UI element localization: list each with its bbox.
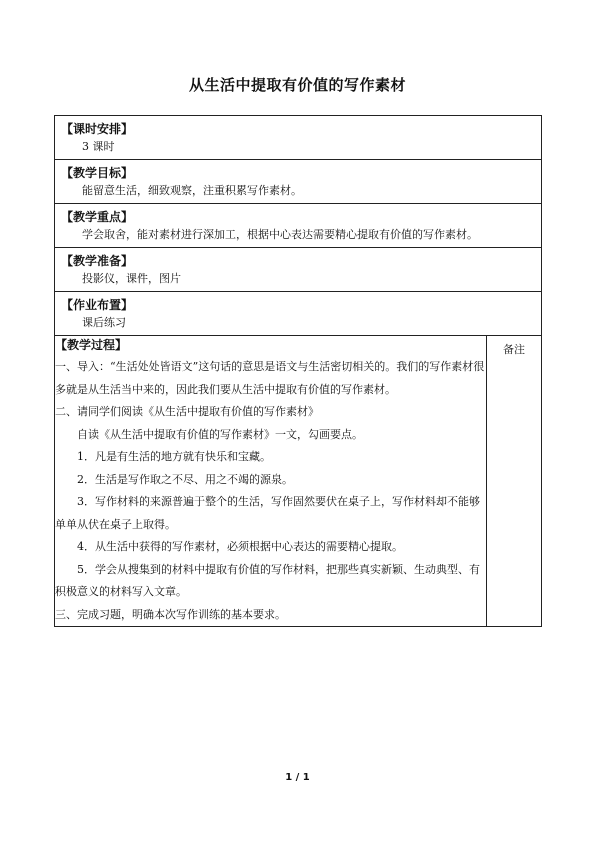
process-heading: 【教学过程】 xyxy=(55,338,128,352)
section-heading: 【教学目标】 xyxy=(61,166,134,180)
section-objectives xyxy=(55,160,542,204)
process-paragraph: 一、导入：“生活处处皆语文”这句话的意思是语文与生活密切相关的。我们的写作素材很多就是从生活当中来的，因此我们要从生活中提取有价值的写作素材。 xyxy=(55,360,485,396)
notes-label: 备注 xyxy=(503,343,525,356)
section-heading: 【课时安排】 xyxy=(61,122,134,136)
process-paragraph: 5．学会从搜集到的材料中提取有价值的写作材料，把那些真实新颖、生动典型、有积极意义的材料写入文章。 xyxy=(55,562,480,598)
section-heading: 【教学准备】 xyxy=(61,254,134,268)
process-paragraph: 2．生活是写作取之不尽、用之不竭的源泉。 xyxy=(77,472,293,486)
section-preparation xyxy=(55,248,542,292)
section-key-points xyxy=(55,204,542,248)
process-paragraph: 三、完成习题，明确本次写作训练的基本要求。 xyxy=(55,607,286,621)
process-paragraph: 二、请同学们阅读《从生活中提取有价值的写作素材》 xyxy=(55,405,319,418)
page-number: 1 / 1 xyxy=(285,772,310,783)
section-body: 课后练习 xyxy=(82,316,126,329)
section-body: 能留意生活，细致观察，注重积累写作素材。 xyxy=(82,184,302,197)
process-paragraph: 4．从生活中获得的写作素材，必须根据中心表达的需要精心提取。 xyxy=(77,540,403,553)
section-schedule xyxy=(55,116,542,160)
section-body: 学会取舍，能对素材进行深加工，根据中心表达需要精心提取有价值的写作素材。 xyxy=(82,228,478,241)
process-cell xyxy=(55,336,487,627)
section-body: 投影仪，课件，图片 xyxy=(82,272,181,285)
process-paragraph: 1．凡是有生活的地方就有快乐和宝藏。 xyxy=(77,450,271,463)
process-paragraph: 自读《从生活中提取有价值的写作素材》一文，勾画要点。 xyxy=(77,427,363,441)
process-paragraph: 3．写作材料的来源普遍于整个的生活，写作固然要伏在桌子上，写作材料却不能够单单从伏在桌子上取得。 xyxy=(55,495,480,531)
section-body: 3 课时 xyxy=(82,140,115,153)
document-title: 从生活中提取有价值的写作素材 xyxy=(188,76,406,94)
section-heading: 【作业布置】 xyxy=(61,298,134,312)
section-process xyxy=(55,336,542,627)
lesson-plan-table xyxy=(54,115,542,627)
section-heading: 【教学重点】 xyxy=(61,210,134,224)
notes-cell xyxy=(487,336,542,627)
section-homework xyxy=(55,292,542,336)
